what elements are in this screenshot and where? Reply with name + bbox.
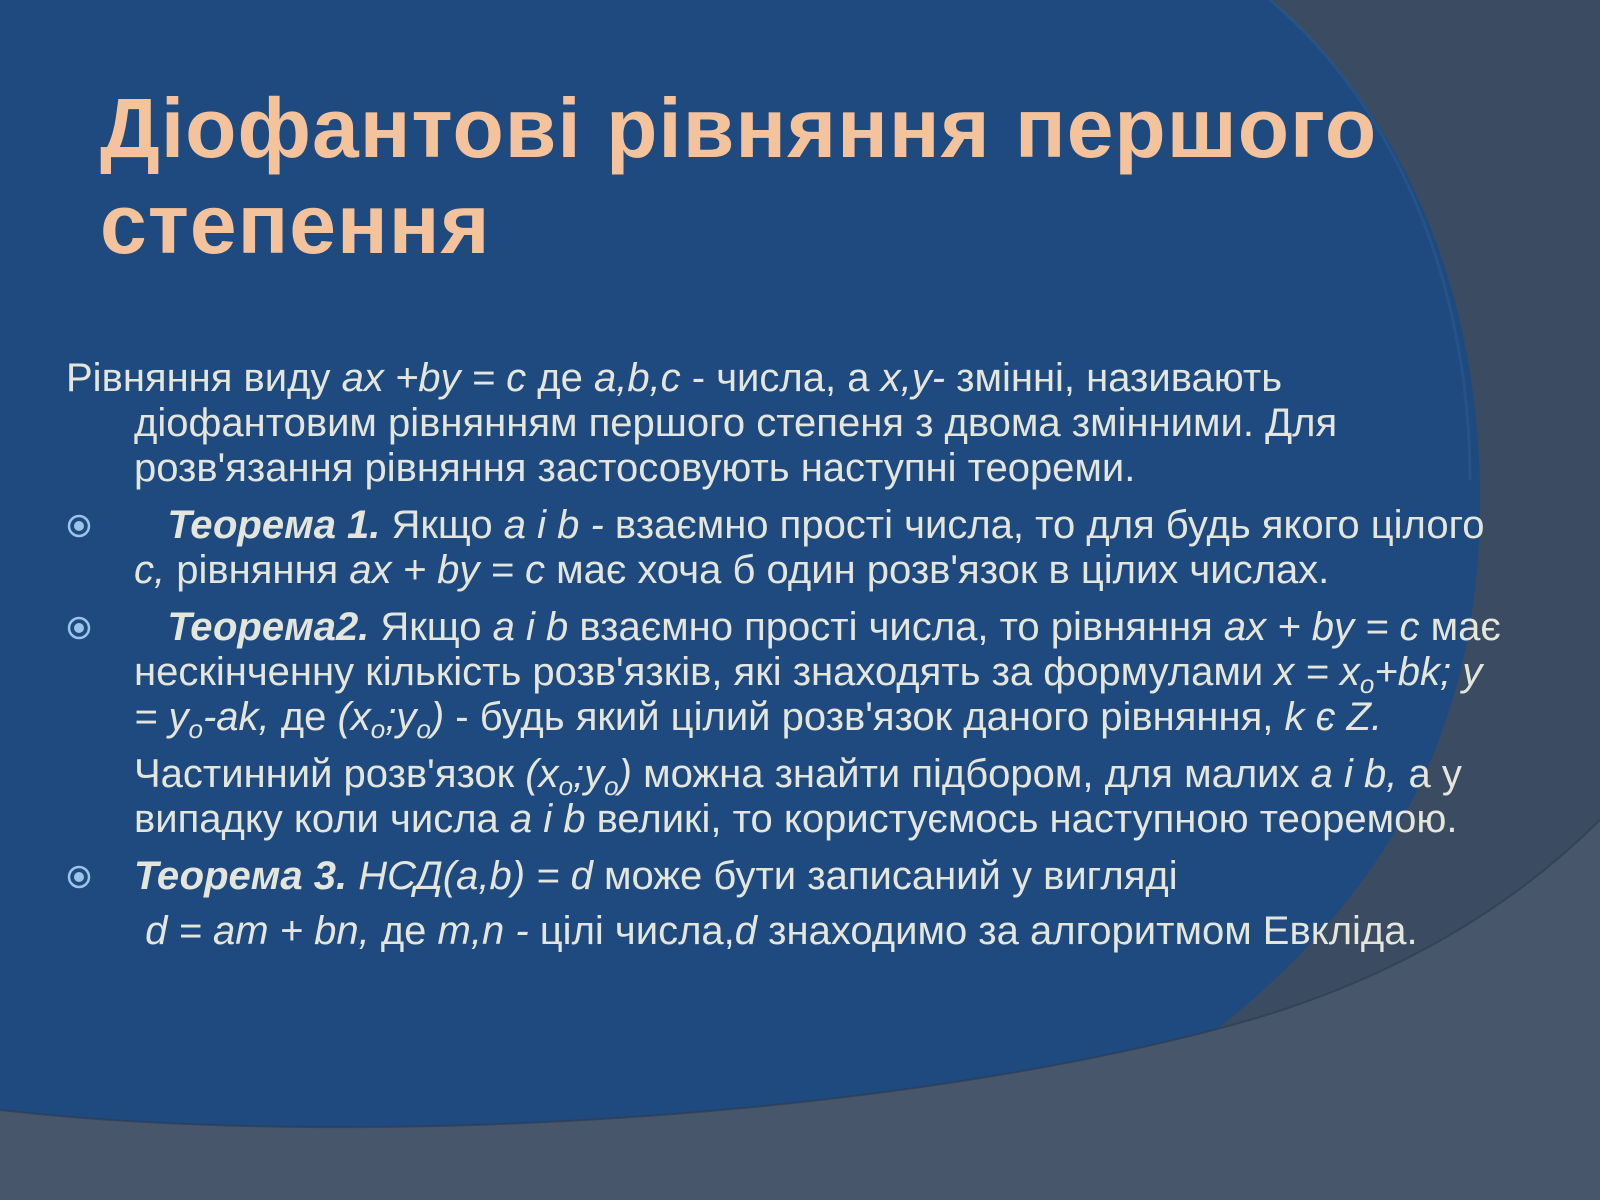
pair-part-3: ) xyxy=(430,695,445,739)
formula-part-1: x = x xyxy=(1274,650,1360,694)
slide-title-line-1: Діофантові рівняння першого xyxy=(100,81,1378,175)
particular-ab-1: a і b, xyxy=(1310,752,1398,796)
theorem-2-text-4: де xyxy=(269,695,338,739)
particular-text-1: Частинний розв'язок xyxy=(134,752,526,796)
particular-ab-2: a і b xyxy=(509,797,586,841)
slide-body xyxy=(66,356,1506,954)
theorem-2-equation: ax + by = c xyxy=(1223,605,1420,649)
theorem-3-text-1: може бути записаний у вигляді xyxy=(592,854,1178,898)
slide-title-line-2: степення xyxy=(100,177,491,271)
theorem-2-text-3: має нескінченну кількість розв'язків, які знаходять за формулами xyxy=(134,605,1501,694)
theorem-1-equation: ax + by = c xyxy=(349,548,545,592)
intro-text-3: - числа, а xyxy=(680,356,881,400)
intro-paragraph xyxy=(66,356,1506,491)
particular-text-2: можна знайти підбором, для малих xyxy=(631,752,1311,796)
theorem-1-text-1: Якщо xyxy=(380,503,504,547)
circle-dot-icon xyxy=(66,615,92,641)
subscript-o: o xyxy=(188,714,203,744)
theorem-2-text-2: взаємно прості числа, то рівняння xyxy=(568,605,1224,649)
particular-text-3: а у випадку коли числа xyxy=(134,752,1462,841)
theorem-3-continuation xyxy=(66,909,1506,954)
theorem-2-text-1: Якщо xyxy=(369,605,493,649)
intro-xy: x,y- xyxy=(880,356,946,400)
theorem-2-label: Теорема2. xyxy=(167,605,370,649)
subscript-o: o xyxy=(1359,669,1375,699)
theorem-1-item xyxy=(66,503,1506,593)
theorem-3-gcd: НСД(a,b) = d xyxy=(347,854,593,898)
theorem-3-label: Теорема 3. xyxy=(134,854,348,898)
theorem-3-item xyxy=(66,854,1506,899)
theorem-3-text-4: знаходимо за алгоритмом Евкліда. xyxy=(757,909,1418,953)
theorem-3-equation: d = am + bn, xyxy=(145,909,370,953)
theorem-1-c: c, xyxy=(134,548,166,592)
pair-part-2: ;y xyxy=(573,752,605,796)
theorem-2-pair xyxy=(337,695,445,744)
pair-part-2: ;y xyxy=(385,695,417,739)
particular-pair xyxy=(525,752,632,801)
theorem-2-text-5: - будь який цілий розв'язок даного рівняння, xyxy=(444,695,1285,739)
theorem-1-text-4: має хоча б один розв'язок в цілих числах. xyxy=(545,548,1330,592)
particular-text-4: великі, то користуємось наступною теоремою. xyxy=(585,797,1458,841)
subscript-o: o xyxy=(370,714,386,744)
pair-part-1: (x xyxy=(337,695,371,739)
formula-part-2: +bk; y = y xyxy=(134,650,1483,739)
intro-text-2: де xyxy=(526,356,594,400)
theorem-3-d: d xyxy=(734,909,758,953)
subscript-o: o xyxy=(416,714,431,744)
circle-dot-icon xyxy=(66,864,92,890)
intro-equation: ax +by = c xyxy=(341,356,527,400)
pair-part-3: ) xyxy=(618,752,632,796)
theorem-1-label: Теорема 1. xyxy=(167,503,381,547)
intro-abc: a,b,c xyxy=(593,356,681,400)
intro-text-1: Рівняння виду xyxy=(66,356,342,400)
subscript-o: o xyxy=(558,771,574,801)
theorem-3-mn: m,n - xyxy=(437,909,529,953)
theorem-1-text-2: взаємно прості числа, то для будь якого цілого xyxy=(603,503,1485,547)
intro-text-4: змінні, називають діофантовим рівнянням першого степеня з двома змінними. Для розв'язання рівняння застосовують наступні теореми. xyxy=(134,356,1338,490)
theorem-3-text-3: цілі числа, xyxy=(528,909,735,953)
theorem-2-item xyxy=(66,605,1506,744)
formula-part-3: -ak, xyxy=(202,695,270,739)
theorem-3-text-2: де xyxy=(369,909,438,953)
slide-title xyxy=(100,80,1550,272)
particular-solution-paragraph xyxy=(66,752,1506,842)
circle-dot-icon xyxy=(66,513,92,539)
subscript-o: o xyxy=(604,771,619,801)
theorem-2-k: k є Z. xyxy=(1284,695,1383,739)
theorem-2-ab: a і b xyxy=(492,605,569,649)
theorem-1-text-3: рівняння xyxy=(165,548,350,592)
pair-part-1: (x xyxy=(525,752,559,796)
theorem-1-ab: a і b - xyxy=(503,503,604,547)
